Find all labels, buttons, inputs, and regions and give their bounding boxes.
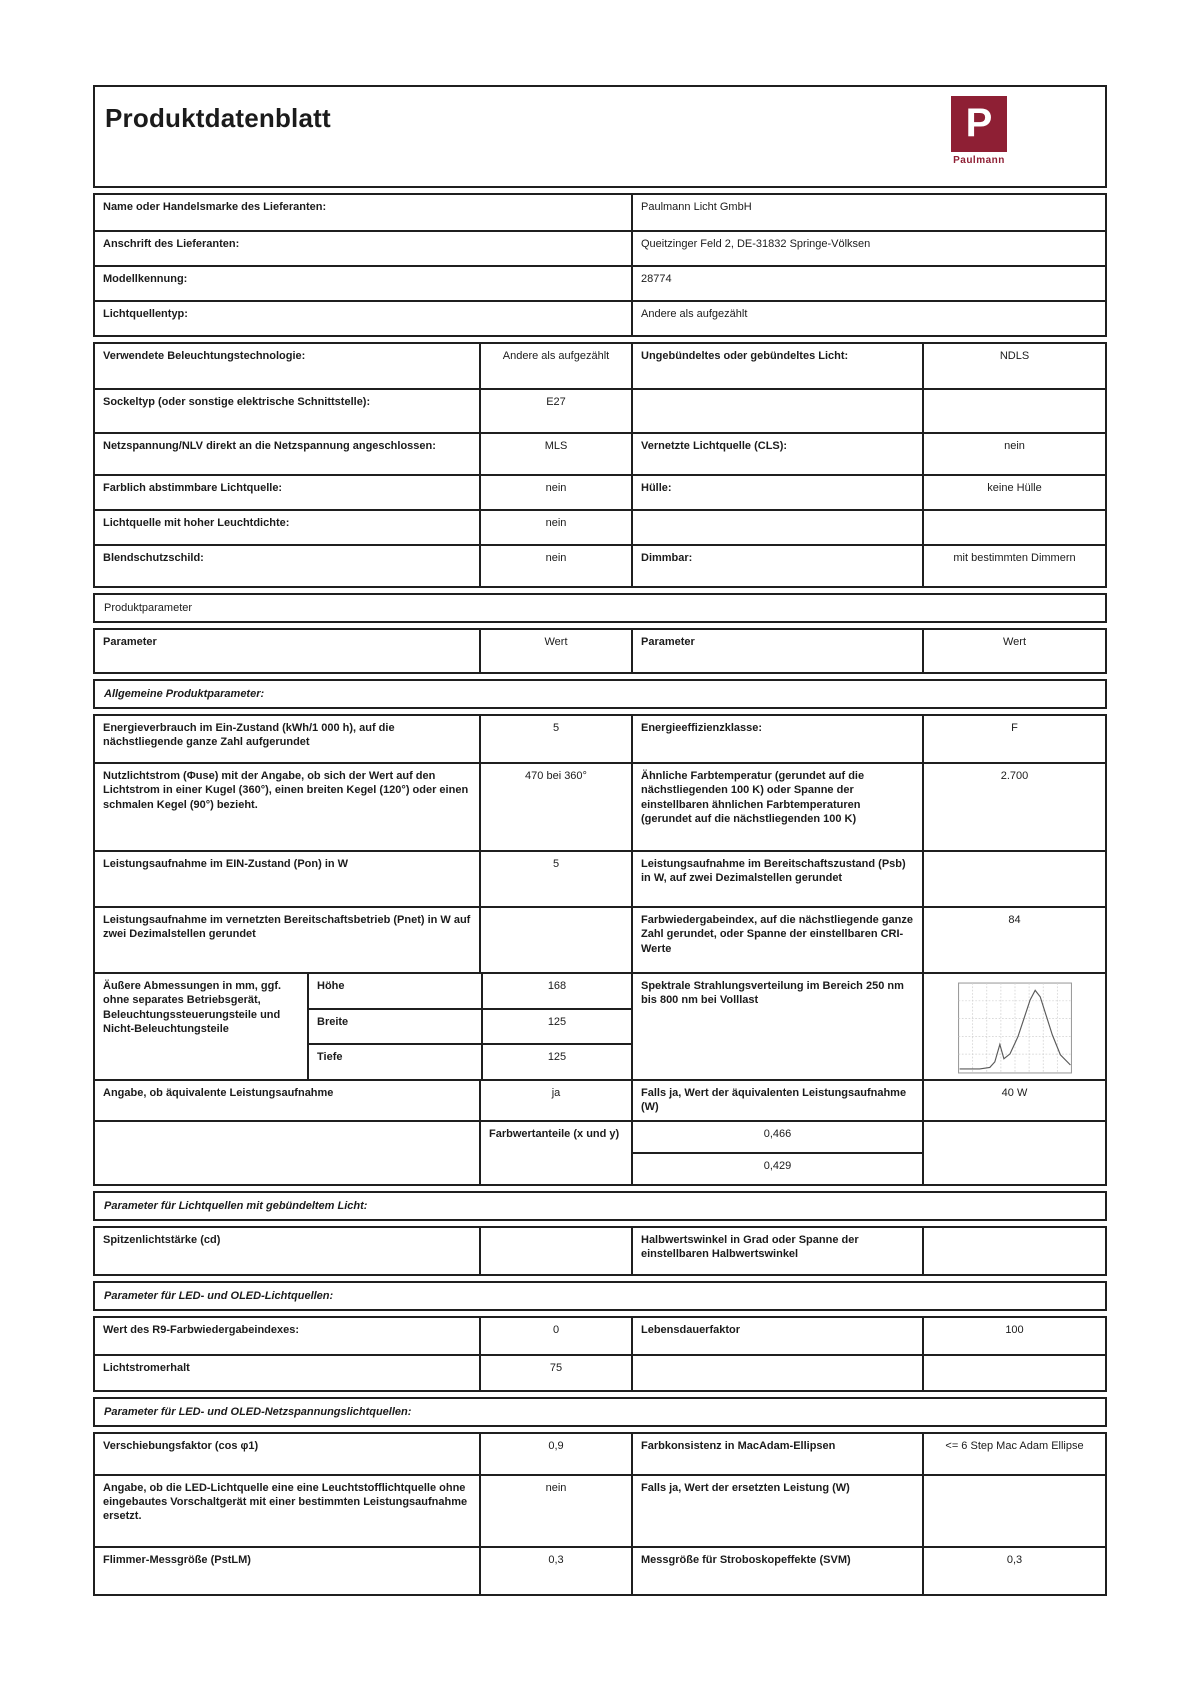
table-row [95,906,1105,972]
section-label: Produktparameter [104,602,193,614]
field-value: 125 [481,1010,631,1044]
table-row [95,509,1105,544]
field-value: mit bestimmten Dimmern [922,546,1105,586]
field-value [922,390,1105,432]
table-row [309,1008,631,1044]
mains-table [93,1432,1107,1596]
section-band-directional [93,1191,1107,1221]
field-value [922,1476,1105,1546]
field-label: Lichtstromerhalt [103,1361,190,1374]
field-value: Queitzinger Feld 2, DE-31832 Springe-Völksen [631,232,1105,265]
field-label: Blendschutzschild: [103,552,204,564]
chromaticity-values [631,1122,922,1184]
field-label: Farbwiedergabeindex, auf die nächstliegende ganze Zahl gerundet, oder Spanne der einstellbaren CRI-Werte [631,908,922,972]
field-label: Breite [317,1015,349,1028]
table-row [95,850,1105,906]
table-row [95,1318,1105,1354]
field-label: Lichtquelle mit hoher Leuchtdichte: [103,517,290,529]
section-label: Parameter für Lichtquellen mit gebündeltem Licht: [104,1199,368,1212]
table-row [95,230,1105,265]
field-value: 0,429 [633,1152,922,1184]
field-label: Höhe [317,980,345,992]
field-value: 75 [479,1356,631,1390]
field-label: Äußere Abmessungen in mm, ggf. ohne separates Betriebsgerät, Beleuchtungssteuerungsteile und Nicht-Beleuchtungsteile [103,980,282,1035]
field-value: E27 [479,390,631,432]
field-value: Andere als aufgezählt [631,302,1105,335]
field-label [631,1356,922,1390]
field-label: Netzspannung/NLV direkt an die Netzspannung angeschlossen: [103,440,436,452]
logo-p-icon: P [951,96,1007,152]
field-label: Sockeltyp (oder sonstige elektrische Schnittstelle): [103,396,371,408]
table-row [95,474,1105,509]
field-value [922,1356,1105,1390]
field-value [922,1228,1105,1274]
table-row [95,388,1105,432]
section-band-mains [93,1397,1107,1427]
directional-table [93,1226,1107,1276]
field-label [631,511,922,544]
field-value: 5 [479,716,631,762]
table-row [95,265,1105,300]
section-band-general [93,679,1107,709]
table-row [309,1043,631,1079]
field-label: Verschiebungsfaktor (cos φ1) [103,1439,259,1452]
field-label: Farblich abstimmbare Lichtquelle: [103,482,283,494]
field-value: 125 [481,1045,631,1079]
field-value: Andere als aufgezählt [479,344,631,388]
field-label: Hülle: [631,476,922,509]
brand-wordmark: Paulmann [953,155,1005,166]
field-label: Falls ja, Wert der ersetzten Leistung (W) [631,1476,922,1546]
field-label: Lichtquellentyp: [103,308,188,320]
field-label: Flimmer-Messgröße (PstLM) [103,1553,251,1566]
section-band-led [93,1281,1107,1311]
chromaticity-row [95,1120,1105,1184]
section-band-product [93,593,1107,623]
table-row [95,630,1105,672]
technology-table [93,342,1107,588]
field-label: Energieverbrauch im Ein-Zustand (kWh/1 000 h), auf die nächstliegende ganze Zahl aufgerundet [103,722,395,749]
field-label: Angabe, ob die LED-Lichtquelle eine eine Leuchtstofflichtquelle ohne eingebautes Vorschaltgerät mit einer bestimmten Leistungsaufnahme ersetzt. [103,1481,468,1523]
field-value: 40 W [922,1081,1105,1120]
title-block [93,85,1107,188]
empty-cell [922,1122,1105,1184]
field-value: 470 bei 360° [479,764,631,850]
field-value: 0,9 [479,1434,631,1474]
field-label: Lebensdauerfaktor [631,1318,922,1354]
field-value: nein [922,434,1105,474]
supplier-table [93,193,1107,337]
field-value: 0 [479,1318,631,1354]
field-label: Anschrift des Lieferanten: [103,238,240,250]
table-row [95,1079,1105,1120]
field-label: Leistungsaufnahme im vernetzten Bereitschaftsbetrieb (Pnet) in W auf zwei Dezimalstellen gerundet [103,914,471,941]
field-value: <= 6 Step Mac Adam Ellipse [922,1434,1105,1474]
table-row [95,1546,1105,1594]
table-row [95,344,1105,388]
field-value: 5 [479,852,631,906]
dimensions-subtable [307,974,631,1079]
field-value [922,852,1105,906]
field-value: 168 [481,974,631,1008]
field-value: 0,3 [922,1548,1105,1594]
paulmann-logo [950,96,1008,166]
column-header: Parameter [631,630,922,672]
table-row [95,544,1105,586]
field-label: Farbkonsistenz in MacAdam-Ellipsen [631,1434,922,1474]
field-value: 2.700 [922,764,1105,850]
field-value: 0,466 [763,1127,792,1140]
field-label: Leistungsaufnahme im EIN-Zustand (Pon) in W [103,858,349,870]
field-value: nein [479,1476,631,1546]
field-label: Spitzenlichtstärke (cd) [103,1233,221,1246]
field-value: F [922,716,1105,762]
field-label: Angabe, ob äquivalente Leistungsaufnahme [103,1087,334,1099]
field-value: MLS [479,434,631,474]
column-header: Wert [922,630,1105,672]
field-value [479,1228,631,1274]
field-label: Tiefe [317,1051,343,1064]
field-value: 0,3 [479,1548,631,1594]
field-label: Verwendete Beleuchtungstechnologie: [103,350,306,362]
table-row [95,1354,1105,1390]
field-value: nein [479,511,631,544]
field-label [631,390,922,432]
table-row [95,195,1105,230]
table-row [95,300,1105,335]
field-label: Ungebündeltes oder gebündeltes Licht: [631,344,922,388]
dimensions-row [95,972,1105,1079]
field-label: Energieeffizienzklasse: [631,716,922,762]
general-params-table [93,714,1107,1186]
field-label: Name oder Handelsmarke des Lieferanten: [103,201,327,213]
table-row [95,716,1105,762]
field-label: Vernetzte Lichtquelle (CLS): [631,434,922,474]
led-table [93,1316,1107,1392]
datasheet-page [93,85,1107,1601]
table-row [95,762,1105,850]
field-label: Halbwertswinkel in Grad oder Spanne der einstellbaren Halbwertswinkel [631,1228,922,1274]
table-row [95,1474,1105,1546]
column-header: Parameter [103,636,157,648]
field-value: ja [479,1081,631,1120]
field-value: 28774 [631,267,1105,300]
field-value: keine Hülle [922,476,1105,509]
table-row [95,1434,1105,1474]
field-value: NDLS [922,344,1105,388]
spd-chart [949,982,1081,1074]
field-label: Farbwertanteile (x und y) [479,1122,631,1184]
field-value [479,908,631,972]
field-value: Paulmann Licht GmbH [631,195,1105,230]
column-header: Wert [479,630,631,672]
field-value: nein [479,476,631,509]
table-row [309,974,631,1008]
param-header-table [93,628,1107,674]
field-label: Ähnliche Farbtemperatur (gerundet auf die nächstliegenden 100 K) oder Spanne der einstellbaren ähnlichen Farbtemperaturen (gerundet auf die nächstliegenden 100 K) [631,764,922,850]
field-label: Leistungsaufnahme im Bereitschaftszustand (Psb) in W, auf zwei Dezimalstellen gerundet [631,852,922,906]
field-label: Nutzlichtstrom (Φuse) mit der Angabe, ob sich der Wert auf den Lichtstrom in einer Kugel (360°), einen breiten Kegel (120°) oder einen schmalen Kegel (90°) bezieht. [103,770,469,811]
table-row [95,1228,1105,1274]
field-value: 100 [922,1318,1105,1354]
field-value: nein [479,546,631,586]
field-label: Spektrale Strahlungsverteilung im Bereich 250 nm bis 800 nm bei Volllast [631,974,922,1079]
empty-cell [95,1122,479,1184]
table-row [95,432,1105,474]
section-label: Parameter für LED- und OLED-Lichtquellen: [104,1289,334,1302]
field-label: Messgröße für Stroboskopeffekte (SVM) [631,1548,922,1594]
page-title: Produktdatenblatt [105,103,331,133]
spd-chart-cell [922,974,1105,1079]
field-value [922,511,1105,544]
section-label: Parameter für LED- und OLED-Netzspannungslichtquellen: [104,1405,412,1418]
field-label: Wert des R9-Farbwiedergabeindexes: [103,1323,300,1336]
field-label: Falls ja, Wert der äquivalenten Leistungsaufnahme (W) [631,1081,922,1120]
field-label: Modellkennung: [103,273,188,285]
field-value: 84 [922,908,1105,972]
field-label: Dimmbar: [631,546,922,586]
section-label: Allgemeine Produktparameter: [104,688,265,700]
